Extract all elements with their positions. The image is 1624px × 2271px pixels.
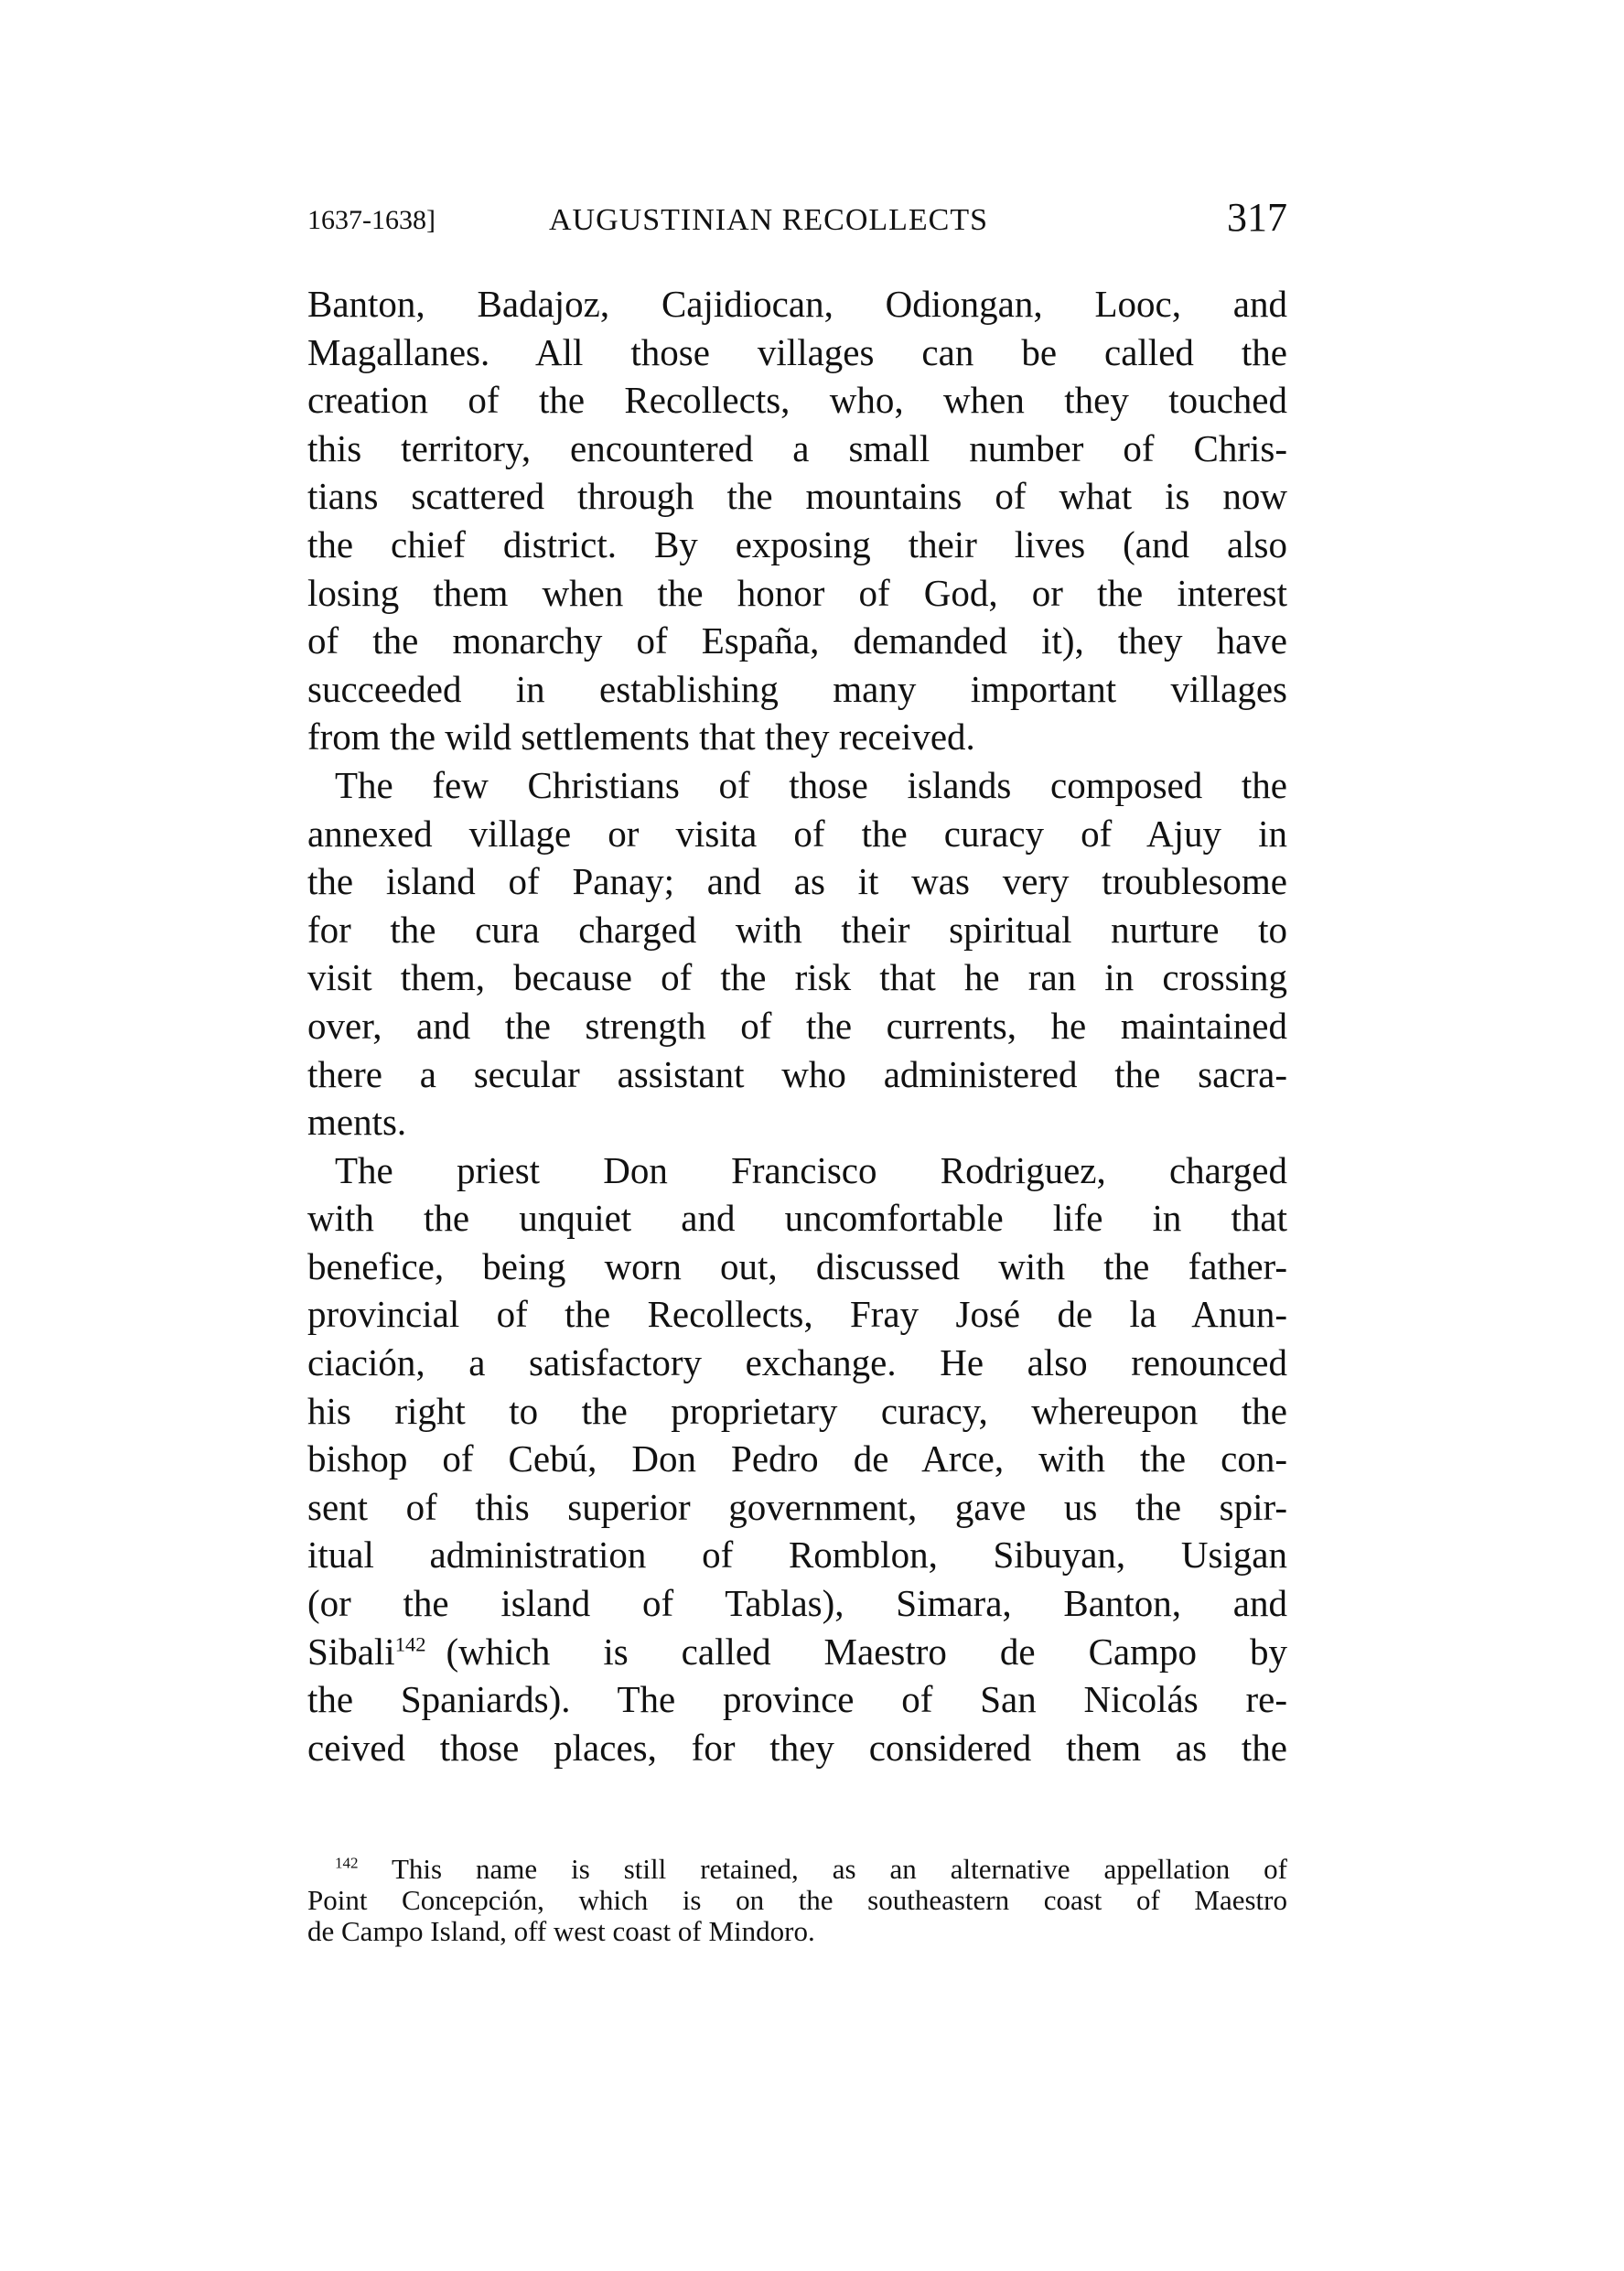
text-line: for the cura charged with their spiritual nurture to — [307, 908, 1287, 951]
header-date-range: 1637-1638] — [307, 205, 436, 235]
body-text — [307, 280, 1287, 1771]
text-line: over, and the strength of the currents, he maintained — [307, 1004, 1287, 1047]
text-line: Magallanes. All those villages can be called the — [307, 330, 1287, 373]
text-line: the island of Panay; and as it was very troublesome — [307, 860, 1287, 903]
text-line: annexed village or visita of the curacy of Ajuy in — [307, 812, 1287, 855]
text-fragment — [307, 1628, 426, 1676]
text-line: visit them, because of the risk that he ran in crossing — [307, 956, 1287, 999]
text-line: succeeded in establishing many important villages — [307, 667, 1287, 710]
text-line: The priest Don Francisco Rodriguez, charged — [335, 1148, 1287, 1191]
text-line: itual administration of Romblon, Sibuyan, Usigan — [307, 1534, 1287, 1577]
text-line: provincial of the Recollects, Fray José de la Anun- — [307, 1293, 1287, 1336]
text-line: benefice, being worn out, discussed with the father- — [307, 1244, 1287, 1287]
text-line: losing them when the honor of God, or the interest — [307, 571, 1287, 614]
text-line: from the wild settlements that they received. — [307, 716, 975, 759]
page-number: 317 — [1227, 195, 1287, 240]
text-line: (or the island of Tablas), Simara, Banton, and — [307, 1582, 1287, 1625]
text-line: The few Christians of those islands composed the — [335, 763, 1287, 806]
running-title: AUGUSTINIAN RECOLLECTS — [549, 203, 989, 237]
footnote — [307, 1854, 1287, 1947]
text-line — [307, 1628, 1287, 1676]
running-header — [307, 195, 1287, 245]
text-line: ciación, a satisfactory exchange. He also renounced — [307, 1341, 1287, 1384]
text-line: ments. — [307, 1101, 407, 1144]
text-line: creation of the Recollects, who, when they touched — [307, 379, 1287, 422]
text-fragment: (which is called Maestro de Campo by — [446, 1630, 1287, 1673]
text-line: this territory, encountered a small number of Chris- — [307, 426, 1287, 469]
text-line: Banton, Badajoz, Cajidiocan, Odiongan, Looc, and — [307, 283, 1287, 325]
text-line: sent of this superior government, gave us the spir- — [307, 1485, 1287, 1528]
text-line: bishop of Cebú, Don Pedro de Arce, with the con- — [307, 1437, 1287, 1480]
text-word: Sibali — [307, 1630, 395, 1673]
text-line: his right to the proprietary curacy, whereupon the — [307, 1389, 1287, 1432]
text-line: ceived those places, for they considered them as the — [307, 1726, 1287, 1769]
footnote-line: de Campo Island, off west coast of Mindoro. — [307, 1915, 815, 1947]
text-line: of the monarchy of España, demanded it), they have — [307, 619, 1287, 662]
text-line: tians scattered through the mountains of what is now — [307, 475, 1287, 518]
text-line: there a secular assistant who administered the sacra- — [307, 1052, 1287, 1095]
footnote-reference[interactable]: 142 — [394, 1631, 426, 1655]
footnote-line — [307, 1854, 1287, 1885]
text-line: the chief district. By exposing their lives (and also — [307, 522, 1287, 565]
text-line: the Spaniards). The province of San Nicolás re- — [307, 1678, 1287, 1721]
footnote-number: 142 — [335, 1854, 359, 1872]
footnote-text: This name is still retained, as an alternative appellation of — [391, 1853, 1287, 1885]
footnote-line: Point Concepción, which is on the southeastern coast of Maestro — [307, 1884, 1287, 1916]
text-line: with the unquiet and uncomfortable life in that — [307, 1197, 1287, 1240]
